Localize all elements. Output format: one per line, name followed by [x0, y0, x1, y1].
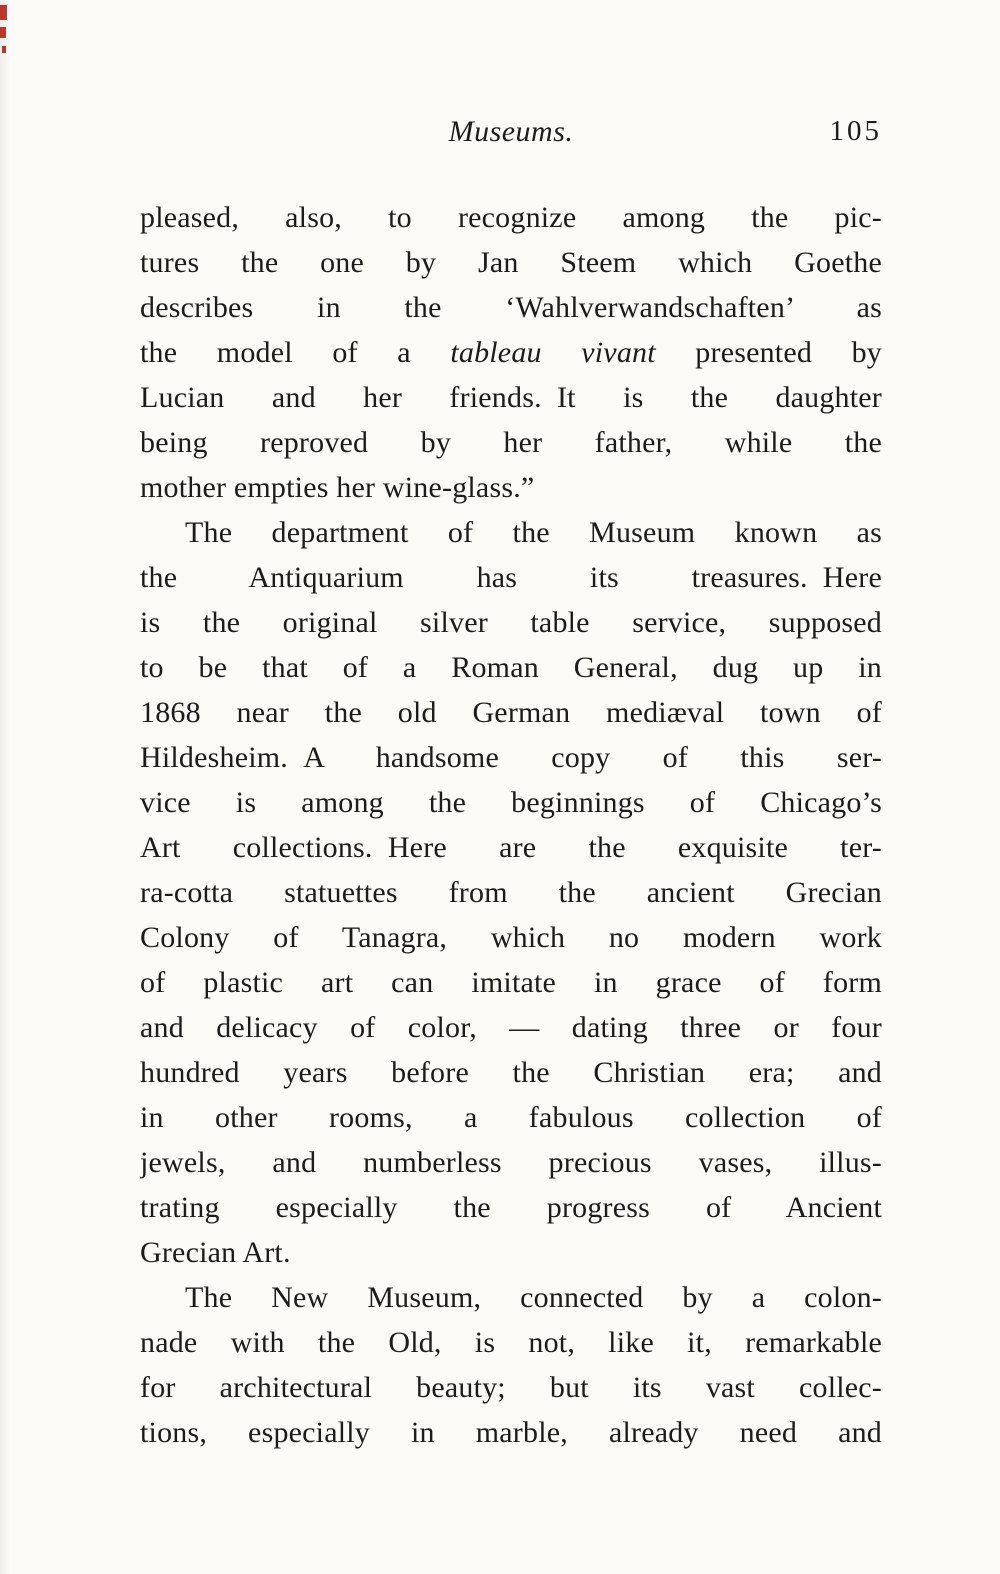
text-line: tures the one by Jan Steem which Goethe: [140, 246, 882, 279]
scan-artifact: [0, 5, 7, 20]
scan-artifact: [2, 46, 6, 53]
text-line: for architectural beauty; but its vast collec-: [140, 1371, 882, 1404]
paragraph: [140, 195, 882, 510]
text-line: to be that of a Roman General, dug up in: [140, 651, 882, 684]
text-line: is the original silver table service, supposed: [140, 606, 882, 639]
text-line: The department of the Museum known as: [185, 516, 882, 549]
text-line: jewels, and numberless precious vases, illus-: [140, 1146, 882, 1179]
text-line: Hildesheim. A handsome copy of this ser-: [140, 741, 882, 774]
text-line: Lucian and her friends. It is the daughter: [140, 381, 882, 414]
paragraph: [140, 510, 882, 1275]
text-line: vice is among the beginnings of Chicago’s: [140, 786, 882, 819]
text-line: pleased, also, to recognize among the pic-: [140, 201, 882, 234]
text-line: tions, especially in marble, already need and: [140, 1416, 882, 1449]
text-line: of plastic art can imitate in grace of form: [140, 966, 882, 999]
text-segment: the model of a: [140, 336, 451, 369]
text-line: trating especially the progress of Ancient: [140, 1191, 882, 1224]
text-line: mother empties her wine-glass.”: [140, 471, 535, 504]
text-segment: presented by: [655, 336, 882, 369]
text-line: ra-cotta statuettes from the ancient Grecian: [140, 876, 882, 909]
text-line: Colony of Tanagra, which no modern work: [140, 921, 882, 954]
italic-phrase: tableau vivant: [450, 336, 656, 369]
text-line: hundred years before the Christian era; and: [140, 1056, 882, 1089]
text-line: nade with the Old, is not, like it, remarkable: [140, 1326, 882, 1359]
text-line: and delicacy of color, — dating three or four: [140, 1011, 882, 1044]
text-line: in other rooms, a fabulous collection of: [140, 1101, 882, 1134]
running-head-title: Museums.: [448, 115, 574, 148]
text-line: The New Museum, connected by a colon-: [185, 1281, 882, 1314]
text-line: describes in the ‘Wahlverwandschaften’ as: [140, 291, 882, 324]
page-number: 105: [829, 115, 882, 147]
text-line: the Antiquarium has its treasures. Here: [140, 561, 882, 594]
text-line: 1868 near the old German mediæval town of: [140, 696, 882, 729]
scan-artifact: [0, 27, 6, 38]
page-header: [140, 115, 882, 160]
text-line: Art collections. Here are the exquisite ter-: [140, 831, 882, 864]
paragraph: [140, 1275, 882, 1455]
text-line: Grecian Art.: [140, 1236, 291, 1269]
text-line: [140, 330, 882, 375]
text-line: being reproved by her father, while the: [140, 426, 882, 459]
page-body: [140, 195, 882, 1455]
